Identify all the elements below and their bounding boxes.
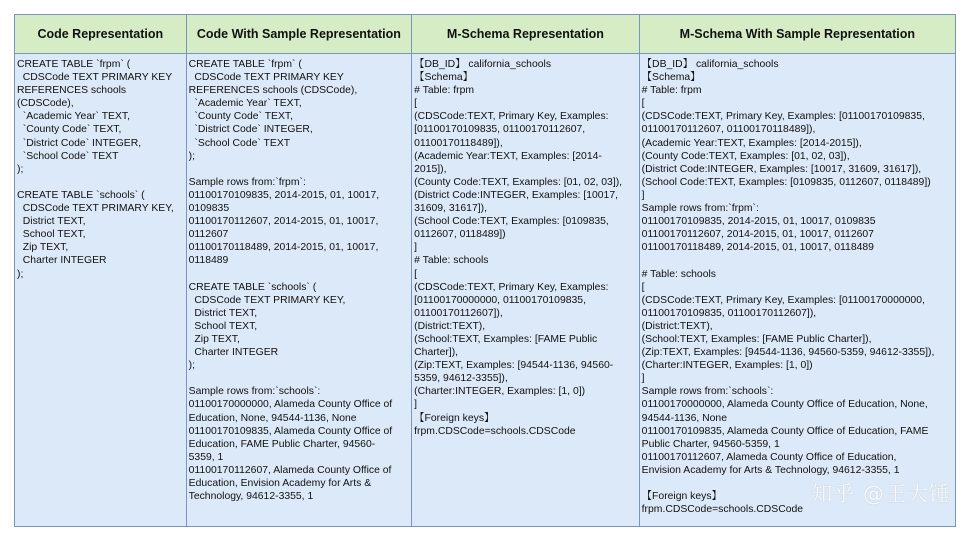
code-line: [: [414, 268, 418, 280]
code-line: `County Code` TEXT,: [188, 111, 293, 123]
code-line: );: [17, 268, 24, 280]
code-line: School TEXT,: [17, 229, 86, 241]
code-line: CDSCode TEXT PRIMARY KEY: [188, 72, 344, 84]
code-line: `District Code` INTEGER,: [188, 124, 313, 136]
code-line: # Table: frpm: [414, 85, 475, 97]
code-line: # Table: schools: [641, 268, 716, 280]
code-line: [17, 176, 184, 189]
code-line: (District Code:INTEGER, Examples: [10017, 31609, 31617]),: [641, 163, 922, 175]
code-line: District TEXT,: [188, 307, 258, 319]
code-line: ]: [414, 242, 418, 254]
code-line: 94544-1136, None: [641, 412, 727, 424]
code-line: 01100170112607]),: [414, 307, 503, 319]
code-line: # Table: schools: [414, 255, 489, 267]
code-line: 31609, 31617]),: [414, 203, 487, 215]
code-line: REFERENCES schools (CDSCode),: [188, 85, 358, 97]
code-line: `School Code` TEXT: [17, 150, 119, 162]
code-line: 01100170000000, Alameda County Office of: [188, 399, 393, 411]
code-line: (School:TEXT, Examples: [FAME Public: [414, 333, 598, 345]
code-line: Public Charter, 94560-5359, 1: [641, 438, 780, 450]
code-line: (School Code:TEXT, Examples: [0109835,: [414, 216, 609, 228]
code-line: (Academic Year:TEXT, Examples: [2014-: [414, 150, 602, 162]
code-line: 【Schema】: [414, 72, 474, 84]
code-line: CDSCode TEXT PRIMARY KEY: [17, 72, 173, 84]
code-line: (School:TEXT, Examples: [FAME Public Charter]),: [641, 333, 872, 345]
code-line: (CDSCode),: [17, 98, 74, 110]
code-line: ]: [641, 373, 645, 385]
cell-m-schema-with-sample: [640, 54, 955, 526]
code-line: (Charter:INTEGER, Examples: [1, 0]): [641, 360, 813, 372]
code-line: CDSCode TEXT PRIMARY KEY,: [17, 203, 174, 215]
code-line: 【Schema】: [641, 72, 701, 84]
code-line: (County Code:TEXT, Examples: [01, 02, 03]),: [414, 176, 623, 188]
code-line: Technology, 94612-3355, 1: [188, 491, 314, 503]
code-line: [: [641, 98, 645, 110]
code-line: 2015]),: [414, 163, 447, 175]
code-line: (District Code:INTEGER, Examples: [10017,: [414, 189, 618, 201]
code-line: (CDSCode:TEXT, Primary Key, Examples: [01100170109835,: [641, 111, 925, 123]
code-line: 5359, 1: [188, 451, 224, 463]
code-line: (CDSCode:TEXT, Primary Key, Examples:: [414, 111, 609, 123]
code-line: 01100170112607, Alameda County Office of: [188, 464, 392, 476]
watermark: 知乎 @王大锤: [811, 482, 951, 506]
code-line: 01100170112607, 01100170118489]),: [641, 124, 816, 136]
code-line: 01100170109835, Alameda County Office of Education, FAME: [641, 425, 929, 437]
table-body-row: [15, 54, 955, 526]
code-line: (District:TEXT),: [414, 320, 486, 332]
code-line: 0112607, 0118489]): [414, 229, 506, 241]
code-line: Charter]),: [414, 347, 459, 359]
code-line: 【Foreign keys】: [641, 491, 722, 503]
code-line: 01100170112607, 2014-2015, 01, 10017, 0112607: [641, 229, 874, 241]
code-line: 01100170118489, 2014-2015, 01, 10017,: [188, 242, 379, 254]
code-line: District TEXT,: [17, 216, 86, 228]
cell-code-with-sample: [187, 54, 413, 526]
header-m-schema-with-sample: M-Schema With Sample Representation: [679, 27, 916, 41]
code-line: ]: [641, 189, 645, 201]
code-line: [642, 254, 953, 267]
header-code-representation: Code Representation: [15, 15, 187, 53]
table-header-row: [15, 15, 955, 54]
header-m-schema: M-Schema Representation: [412, 15, 640, 53]
code-line: (County Code:TEXT, Examples: [01, 02, 03]),: [641, 150, 850, 162]
code-line: [189, 372, 410, 385]
code-line: Zip TEXT,: [17, 242, 69, 254]
code-line: [01100170109835, 01100170112607,: [414, 124, 586, 136]
code-line: frpm.CDSCode=schools.CDSCode: [641, 504, 804, 516]
code-line: [01100170000000, 01100170109835,: [414, 294, 586, 306]
code-line: 【DB_ID】 california_schools: [641, 59, 779, 70]
code-line: 0112607: [188, 229, 229, 241]
code-line: [: [414, 98, 418, 110]
code-line: # Table: frpm: [641, 85, 702, 97]
code-line: (Academic Year:TEXT, Examples: [2014-2015]),: [641, 137, 862, 149]
code-line: );: [17, 163, 24, 175]
code-line: `School Code` TEXT: [188, 137, 291, 149]
code-line: 01100170000000, Alameda County Office of Education, None,: [641, 399, 928, 411]
code-line: 01100170118489]),: [414, 137, 503, 149]
code-line: (Zip:TEXT, Examples: [94544-1136, 94560-5359, 94612-3355]),: [641, 347, 935, 359]
code-line: 01100170118489, 2014-2015, 01, 10017, 0118489: [641, 242, 874, 254]
code-line: (School Code:TEXT, Examples: [0109835, 0112607, 0118489]): [641, 176, 931, 188]
code-line: (Zip:TEXT, Examples: [94544-1136, 94560-: [414, 360, 614, 372]
code-line: (CDSCode:TEXT, Primary Key, Examples: [01100170000000,: [641, 294, 925, 306]
code-line: CREATE TABLE `schools` (: [188, 281, 317, 293]
code-line: frpm.CDSCode=schools.CDSCode: [414, 425, 576, 437]
code-line: 【Foreign keys】: [414, 412, 495, 424]
code-line: 01100170109835, 2014-2015, 01, 10017, 0109835: [641, 216, 876, 228]
code-line: Zip TEXT,: [188, 333, 240, 345]
code-line: Charter INTEGER: [17, 255, 107, 267]
code-line: (Charter:INTEGER, Examples: [1, 0]): [414, 386, 586, 398]
code-line: 01100170109835, 2014-2015, 01, 10017,: [188, 189, 380, 201]
code-line: `Academic Year` TEXT,: [17, 111, 131, 123]
code-line: Charter INTEGER: [188, 347, 279, 359]
cell-code-representation: [15, 54, 187, 526]
code-line: Sample rows from:`schools`:: [188, 386, 321, 398]
code-line: 01100170112607, Alameda County Office of Education,: [641, 451, 897, 463]
code-line: CREATE TABLE `frpm` (: [17, 59, 131, 70]
header-code-with-sample: Code With Sample Representation: [187, 15, 413, 53]
code-line: );: [188, 360, 195, 372]
code-line: 0118489: [188, 255, 229, 267]
code-line: `District Code` INTEGER,: [17, 137, 142, 149]
code-line: REFERENCES schools: [17, 85, 127, 97]
code-line: 0109835: [188, 203, 230, 215]
code-line: ]: [414, 399, 418, 411]
code-line: 【DB_ID】 california_schools: [414, 59, 552, 70]
code-line: );: [188, 150, 195, 162]
code-line: Envision Academy for Arts & Technology, 94612-3355, 1: [641, 464, 900, 476]
code-line: Sample rows from:`frpm`:: [641, 203, 759, 215]
code-line: CDSCode TEXT PRIMARY KEY,: [188, 294, 346, 306]
code-line: Sample rows from:`frpm`:: [188, 176, 306, 188]
code-line: 5359, 94612-3355]),: [414, 373, 508, 385]
code-line: 01100170112607, 2014-2015, 01, 10017,: [188, 216, 379, 228]
code-line: 01100170109835, 01100170112607]),: [641, 307, 817, 319]
code-line: Sample rows from:`schools`:: [641, 386, 774, 398]
code-line: 01100170109835, Alameda County Office of: [188, 425, 393, 437]
code-line: CREATE TABLE `schools` (: [17, 189, 145, 201]
code-line: [189, 163, 410, 176]
code-line: [: [641, 281, 645, 293]
code-line: `Academic Year` TEXT,: [188, 98, 302, 110]
code-line: Education, Envision Academy for Arts &: [188, 478, 372, 489]
code-line: (CDSCode:TEXT, Primary Key, Examples:: [414, 281, 609, 293]
code-line: `County Code` TEXT,: [17, 124, 122, 136]
code-line: CREATE TABLE `frpm` (: [188, 59, 302, 70]
code-line: [189, 268, 410, 281]
code-line: Education, FAME Public Charter, 94560-: [188, 438, 376, 450]
comparison-table: [14, 14, 956, 527]
cell-m-schema: [412, 54, 640, 526]
code-line: Education, None, 94544-1136, None: [188, 412, 357, 424]
code-line: (District:TEXT),: [641, 320, 713, 332]
code-line: School TEXT,: [188, 320, 258, 332]
